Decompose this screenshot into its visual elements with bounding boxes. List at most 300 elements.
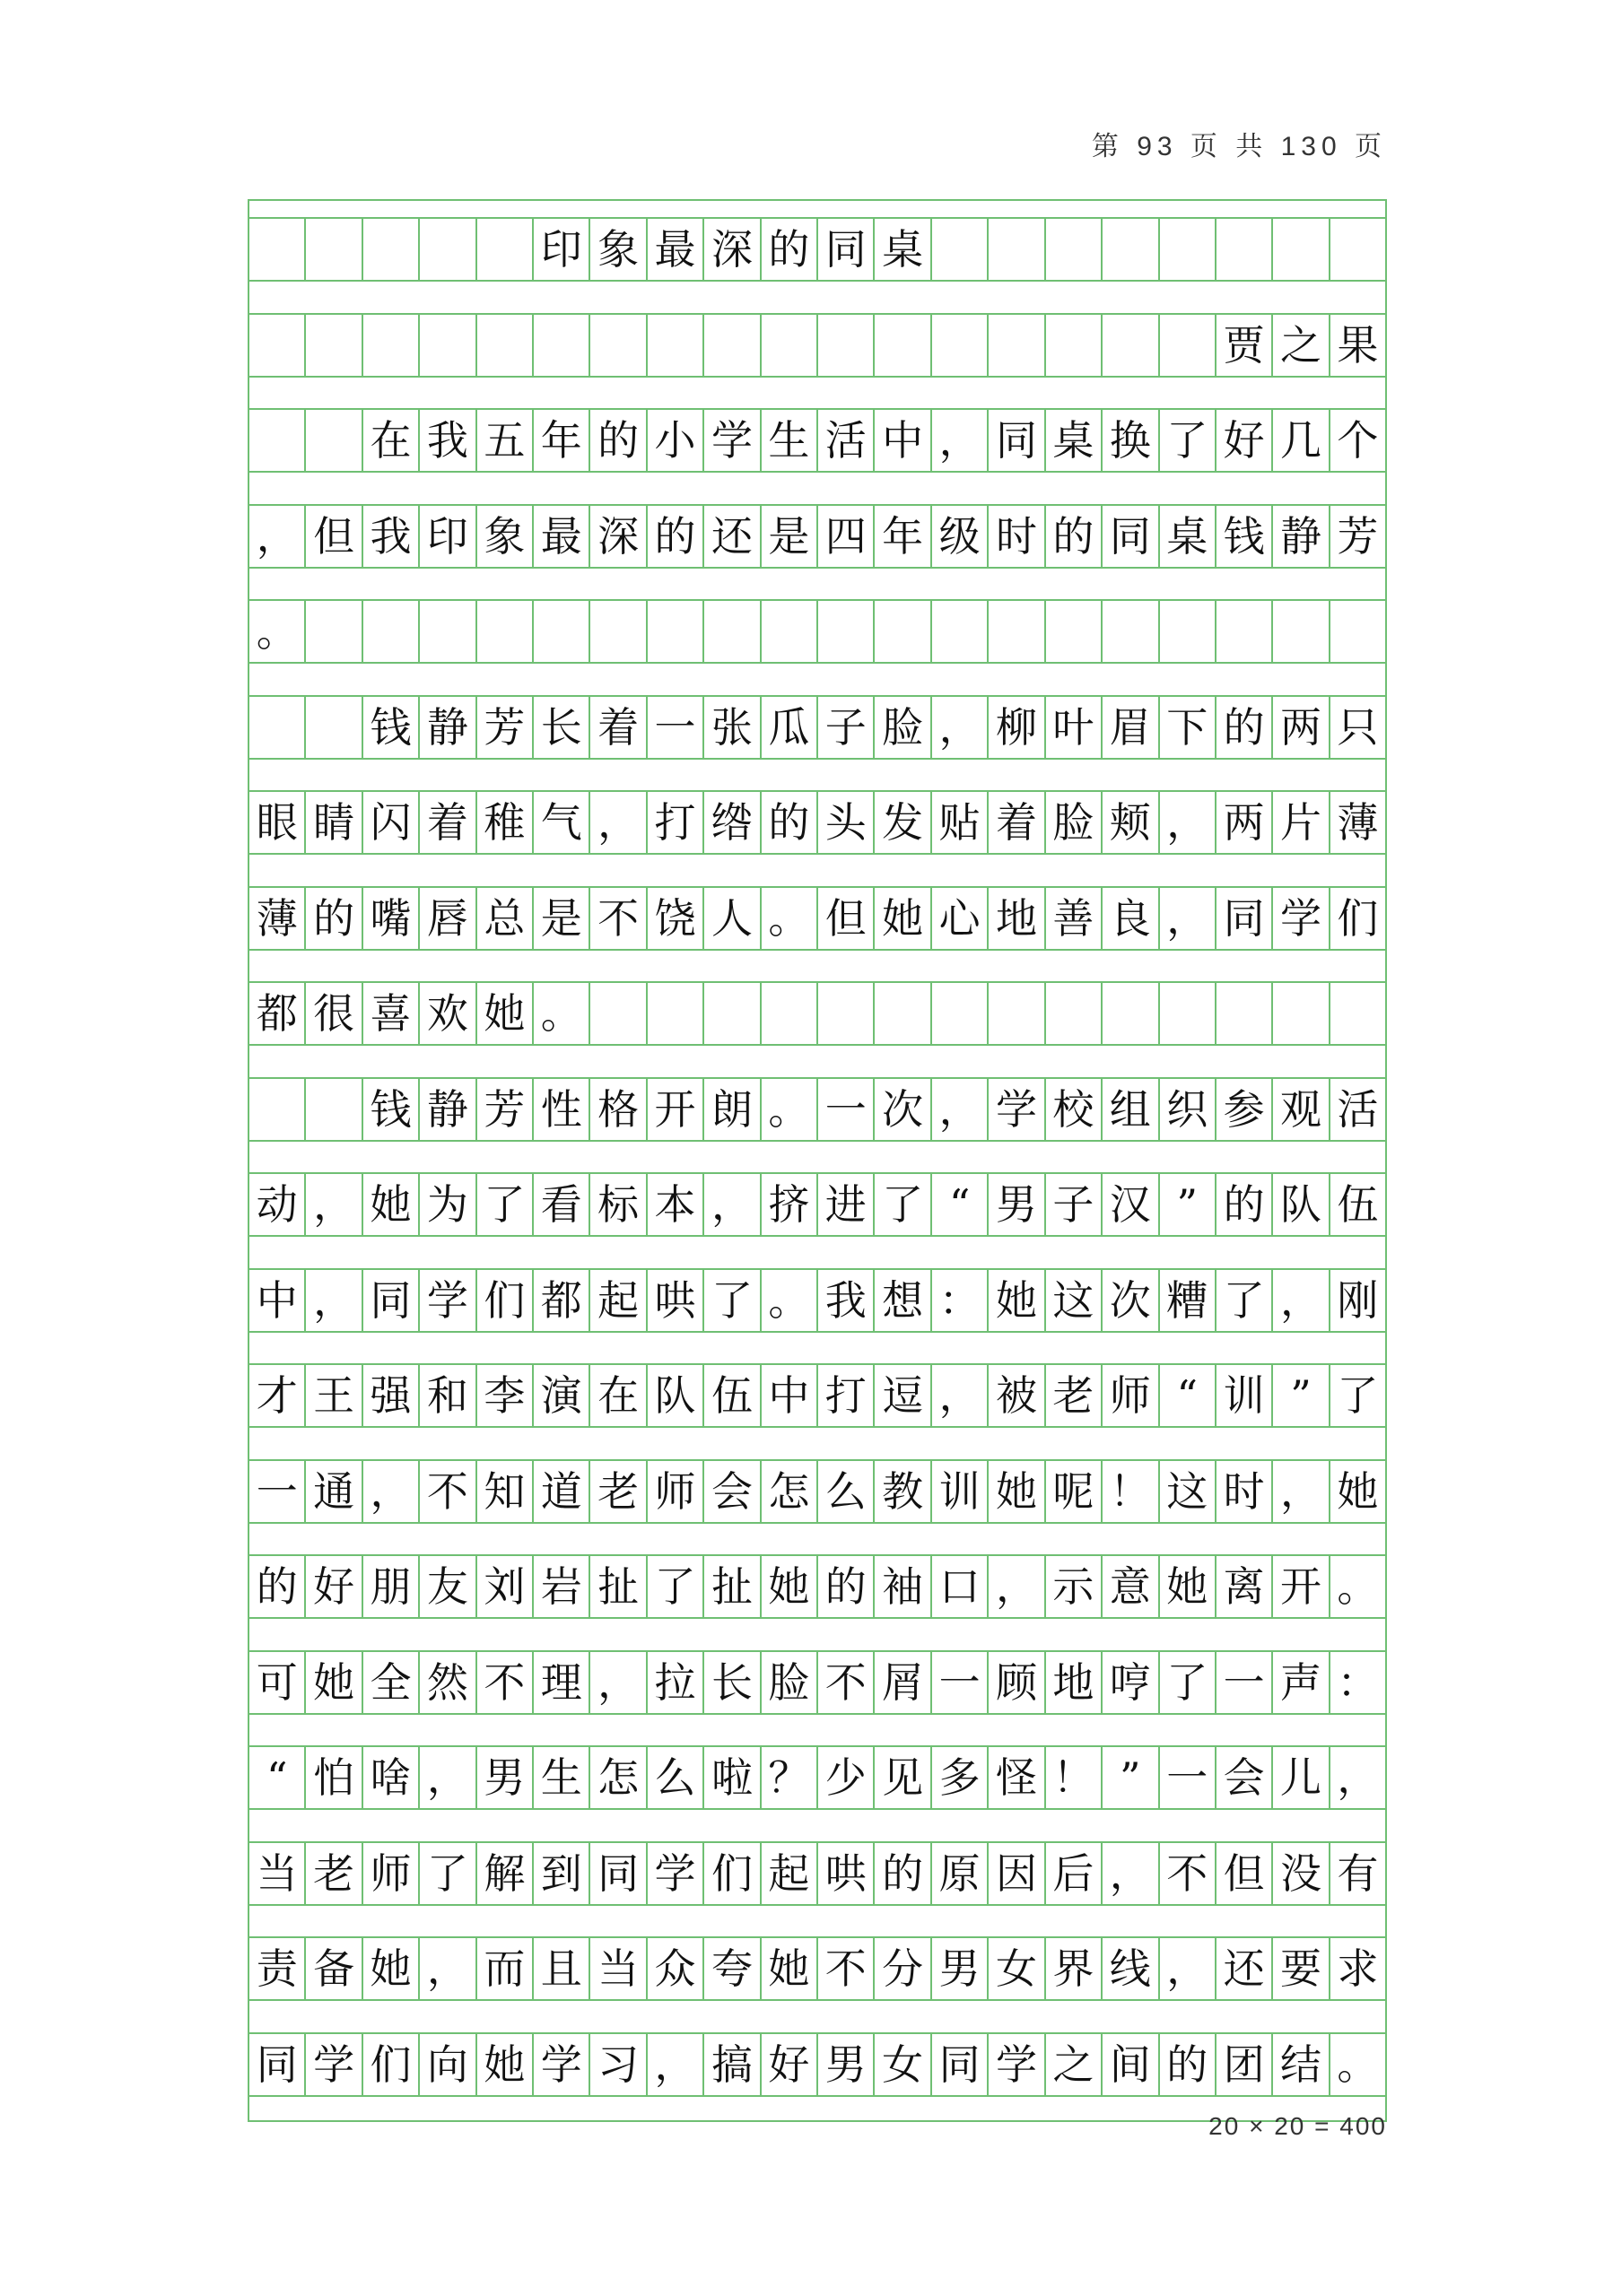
grid-row	[249, 1841, 1385, 1906]
grid-cell: 两	[1273, 697, 1330, 758]
grid-cell: 印	[420, 506, 476, 567]
grid-cell: ，	[590, 792, 647, 853]
grid-cell: 师	[363, 1843, 420, 1904]
grid-cell: 怎	[762, 1461, 818, 1522]
grid-cell	[306, 219, 362, 280]
grid-cell: ，	[932, 1365, 989, 1426]
grid-cell: 们	[363, 2034, 420, 2095]
grid-cell: 心	[932, 888, 989, 949]
grid-cell: 少	[818, 1747, 875, 1808]
grid-cell: 。	[762, 1270, 818, 1331]
grid-cell	[363, 315, 420, 376]
grid-cell: 总	[477, 888, 534, 949]
grid-cell: 之	[1273, 315, 1330, 376]
grid-cell: 贴	[932, 792, 989, 853]
grid-cell: 次	[875, 1079, 931, 1140]
grid-cell: 同	[932, 2034, 989, 2095]
grid-cell	[477, 219, 534, 280]
grid-row	[249, 313, 1385, 378]
grid-cell	[1216, 983, 1273, 1044]
grid-cell: 睛	[306, 792, 362, 853]
grid-cell	[704, 983, 761, 1044]
grid-cell: 打	[648, 792, 704, 853]
grid-cell: 脸	[875, 697, 931, 758]
grid-row	[249, 1554, 1385, 1619]
grid-cell: 善	[1046, 888, 1103, 949]
grid-cell	[1273, 219, 1330, 280]
grid-cell: 钱	[363, 697, 420, 758]
grid-cell: 子	[818, 697, 875, 758]
grid-cell: 的	[1046, 506, 1103, 567]
grid-cell: 了	[704, 1270, 761, 1331]
grid-cell: 同	[249, 2034, 306, 2095]
grid-cell: 袖	[875, 1556, 931, 1617]
grid-cell: 了	[1216, 1270, 1273, 1331]
grid-cell	[249, 315, 306, 376]
grid-cell: 众	[648, 1938, 704, 1999]
grid-cell: 会	[704, 1461, 761, 1522]
grid-cell: 都	[249, 983, 306, 1044]
grid-cell: 离	[1216, 1556, 1273, 1617]
grid-cell: 有	[1337, 1848, 1379, 1898]
grid-cell: 静	[1273, 506, 1330, 567]
grid-cell: 屑	[875, 1652, 931, 1713]
grid-cell: 在	[363, 410, 420, 471]
grid-cell: 瓜	[762, 697, 818, 758]
grid-cell: 都	[534, 1270, 590, 1331]
grid-cell: 芳	[477, 1079, 534, 1140]
grid-cell: 闪	[363, 792, 420, 853]
grid-cell: ，	[306, 1270, 362, 1331]
grid-cell: 颊	[1103, 792, 1159, 853]
grid-cell	[1103, 601, 1159, 662]
grid-cell: 儿	[1273, 1747, 1330, 1808]
grid-cell: 着	[420, 792, 476, 853]
grid-cell: 生	[534, 1747, 590, 1808]
grid-cell: 训	[1216, 1365, 1273, 1426]
grid-cell: 伍	[1337, 1180, 1379, 1229]
grid-cell	[363, 219, 420, 280]
grid-cell: 男	[989, 1174, 1045, 1235]
grid-cell: ，	[648, 2034, 704, 2095]
grid-cell: 性	[534, 1079, 590, 1140]
grid-cell: 糟	[1160, 1270, 1216, 1331]
grid-cell: 强	[363, 1365, 420, 1426]
grid-cell: 开	[1273, 1556, 1330, 1617]
grid-cell: ，	[704, 1174, 761, 1235]
grid-cell: 果	[1337, 320, 1379, 370]
grid-cell: 的	[590, 410, 647, 471]
grid-cell: 为	[420, 1174, 476, 1235]
grid-cell	[1160, 219, 1216, 280]
grid-cell: 人	[704, 888, 761, 949]
grid-cell: 间	[1103, 2034, 1159, 2095]
grid-cell: 啦	[704, 1747, 761, 1808]
grid-cell	[420, 601, 476, 662]
grid-cell: 标	[590, 1174, 647, 1235]
grid-cell: 中	[762, 1365, 818, 1426]
grid-cell: 怕	[306, 1747, 362, 1808]
grid-cell	[249, 697, 306, 758]
grid-cell	[704, 601, 761, 662]
grid-cell: 年	[875, 506, 931, 567]
grid-cell: 被	[989, 1365, 1045, 1426]
grid-cell: 子	[1046, 1174, 1103, 1235]
grid-cell	[590, 315, 647, 376]
grid-cell: ：	[1337, 1657, 1379, 1707]
grid-cell	[1216, 219, 1273, 280]
grid-cell: 了	[477, 1174, 534, 1235]
grid-cell: 师	[1103, 1365, 1159, 1426]
grid-cell: 备	[306, 1938, 362, 1999]
grid-cell: 向	[420, 2034, 476, 2095]
grid-row	[249, 2032, 1385, 2097]
grid-cell	[534, 315, 590, 376]
grid-cell: 了	[648, 1556, 704, 1617]
grid-cell: 校	[1046, 1079, 1103, 1140]
grid-cell	[932, 601, 989, 662]
grid-cell	[1046, 983, 1103, 1044]
grid-cell: 的	[818, 1556, 875, 1617]
grid-cell: 且	[534, 1938, 590, 1999]
grid-cell	[306, 697, 362, 758]
grid-cell: 是	[534, 888, 590, 949]
grid-cell	[762, 315, 818, 376]
grid-cell: ：	[932, 1270, 989, 1331]
grid-cell: 不	[477, 1652, 534, 1713]
grid-cell: 活	[818, 410, 875, 471]
grid-cell	[249, 1079, 306, 1140]
grid-cell: 但	[818, 888, 875, 949]
grid-cell: ，	[1103, 1843, 1159, 1904]
grid-cell: ？	[762, 1747, 818, 1808]
grid-cell: 叶	[1046, 697, 1103, 758]
grid-cell: 好	[1216, 410, 1273, 471]
grid-cell: 全	[363, 1652, 420, 1713]
grid-cell: 绺	[704, 792, 761, 853]
grid-cell: “	[249, 1747, 306, 1808]
grid-cell	[1103, 315, 1159, 376]
grid-cell: 老	[1046, 1365, 1103, 1426]
grid-cell	[1046, 219, 1103, 280]
grid-cell: 夸	[704, 1938, 761, 1999]
grid-cell: 生	[762, 410, 818, 471]
grid-cell: 动	[249, 1174, 306, 1235]
grid-cell	[1160, 601, 1216, 662]
grid-cell: 还	[1216, 1938, 1273, 1999]
grid-cell: 。	[249, 601, 306, 662]
grid-cell	[1046, 601, 1103, 662]
grid-cell: 还	[704, 506, 761, 567]
grid-cell: 男	[932, 1938, 989, 1999]
grid-cell: 观	[1273, 1079, 1330, 1140]
grid-cell: 但	[1216, 1843, 1273, 1904]
grid-cell: 同	[590, 1843, 647, 1904]
grid-cell: ，	[1273, 1461, 1330, 1522]
grid-cell: 喜	[363, 983, 420, 1044]
grid-cell: 朋	[363, 1556, 420, 1617]
grid-cell: 多	[932, 1747, 989, 1808]
grid-cell: 长	[704, 1652, 761, 1713]
grid-cell: 同	[363, 1270, 420, 1331]
grid-cell: 哄	[648, 1270, 704, 1331]
grid-row	[249, 599, 1385, 664]
grid-row	[249, 790, 1385, 855]
grid-cell: 顾	[989, 1652, 1045, 1713]
grid-cell	[648, 983, 704, 1044]
grid-cell: 长	[534, 697, 590, 758]
grid-cell: 线	[1103, 1938, 1159, 1999]
grid-cell	[1103, 983, 1159, 1044]
grid-cell: 她	[477, 983, 534, 1044]
grid-cell: 当	[590, 1938, 647, 1999]
grid-cell: 欢	[420, 983, 476, 1044]
grid-cell: 着	[989, 792, 1045, 853]
grid-cell: ，	[932, 410, 989, 471]
grid-cell: 之	[1046, 2034, 1103, 2095]
grid-cell: 么	[648, 1747, 704, 1808]
grid-cell: 学	[306, 2034, 362, 2095]
grid-cell: 汉	[1103, 1174, 1159, 1235]
grid-cell: 知	[477, 1461, 534, 1522]
grid-cell: 因	[989, 1843, 1045, 1904]
grid-cell	[648, 315, 704, 376]
grid-cell: 片	[1273, 792, 1330, 853]
grid-cell: “	[932, 1174, 989, 1235]
grid-cell	[1330, 601, 1385, 662]
grid-cell: 女	[989, 1938, 1045, 1999]
grid-cell: 和	[420, 1365, 476, 1426]
grid-cell: 是	[762, 506, 818, 567]
grid-cell: 怎	[590, 1747, 647, 1808]
grid-cell: 深	[590, 506, 647, 567]
grid-cell	[989, 983, 1045, 1044]
grid-cell: 桌	[875, 219, 931, 280]
grid-cell: 五	[477, 410, 534, 471]
grid-cell: 一	[1160, 1747, 1216, 1808]
grid-cell: 了	[1337, 1371, 1379, 1420]
grid-cell: 朗	[704, 1079, 761, 1140]
grid-cell	[818, 601, 875, 662]
grid-cell: 到	[534, 1843, 590, 1904]
grid-cell: 伍	[704, 1365, 761, 1426]
grid-row	[249, 408, 1385, 473]
grid-cell	[648, 601, 704, 662]
grid-cell: 但	[306, 506, 362, 567]
grid-cell: 学	[1273, 888, 1330, 949]
grid-cell: 头	[818, 792, 875, 853]
grid-cell: 最	[648, 219, 704, 280]
grid-cell: 脸	[762, 1652, 818, 1713]
grid-cell: 友	[420, 1556, 476, 1617]
grid-cell	[249, 219, 306, 280]
grid-cell	[1160, 315, 1216, 376]
grid-cell	[590, 601, 647, 662]
grid-cell	[1046, 315, 1103, 376]
grid-cell: 。	[1337, 1562, 1379, 1611]
grid-cell: ，	[1337, 1753, 1379, 1802]
grid-row	[249, 1459, 1385, 1524]
grid-cell: 想	[875, 1270, 931, 1331]
grid-cell: 钱	[363, 1079, 420, 1140]
grid-cell: 贾	[1216, 315, 1273, 376]
manuscript-grid-paper	[248, 199, 1387, 2122]
grid-cell: 通	[306, 1461, 362, 1522]
grid-cell: 眉	[1103, 697, 1159, 758]
grid-cell	[989, 601, 1045, 662]
grid-cell: 组	[1103, 1079, 1159, 1140]
grid-cell: 的	[1216, 1174, 1273, 1235]
grid-cell: 后	[1046, 1843, 1103, 1904]
grid-cell: 的	[762, 219, 818, 280]
grid-cell: 象	[477, 506, 534, 567]
grid-cell	[818, 983, 875, 1044]
grid-cell: 小	[648, 410, 704, 471]
grid-cell: 哼	[1103, 1652, 1159, 1713]
grid-cell: ，	[1160, 888, 1216, 949]
grid-cell: 在	[590, 1365, 647, 1426]
grid-cell: 团	[1216, 2034, 1273, 2095]
grid-cell: 一	[818, 1079, 875, 1140]
grid-cell	[932, 983, 989, 1044]
grid-cell: 的	[306, 888, 362, 949]
grid-cell	[932, 219, 989, 280]
grid-cell: 呢	[1046, 1461, 1103, 1522]
grid-cell: ！	[1103, 1461, 1159, 1522]
grid-cell: 脸	[1046, 792, 1103, 853]
grid-cell: ”	[1273, 1365, 1330, 1426]
grid-cell: 桌	[1160, 506, 1216, 567]
grid-cell: 的	[249, 1556, 306, 1617]
grid-cell: 道	[534, 1461, 590, 1522]
grid-cell: 芳	[1337, 511, 1379, 561]
grid-row	[249, 1650, 1385, 1715]
grid-cell	[989, 219, 1045, 280]
grid-cell: 同	[818, 219, 875, 280]
grid-cell: 学	[420, 1270, 476, 1331]
grid-cell	[477, 601, 534, 662]
grid-cell: 口	[932, 1556, 989, 1617]
grid-cell	[306, 410, 362, 471]
grid-cell: 一	[648, 697, 704, 758]
grid-cell: ，	[363, 1461, 420, 1522]
grid-cell: ，	[1160, 1938, 1216, 1999]
grid-cell: 她	[477, 2034, 534, 2095]
grid-cell: “	[1160, 1365, 1216, 1426]
grid-cell: 原	[932, 1843, 989, 1904]
grid-cell: 的	[1160, 2034, 1216, 2095]
grid-cell: 女	[875, 2034, 931, 2095]
grid-cell: ”	[1160, 1174, 1216, 1235]
grid-cell: 么	[818, 1461, 875, 1522]
grid-cell: 唇	[420, 888, 476, 949]
grid-cell	[249, 410, 306, 471]
grid-cell: 地	[1046, 1652, 1103, 1713]
grid-cell: 会	[1216, 1747, 1273, 1808]
grid-cell: 个	[1337, 416, 1379, 465]
grid-cell: 队	[648, 1365, 704, 1426]
grid-cell: 她	[1337, 1466, 1379, 1516]
grid-cell: 印	[534, 219, 590, 280]
grid-cell	[363, 601, 420, 662]
grid-cell: 发	[875, 792, 931, 853]
grid-cell	[1160, 983, 1216, 1044]
grid-cell: 们	[477, 1270, 534, 1331]
grid-cell: 才	[249, 1365, 306, 1426]
grid-cell: 解	[477, 1843, 534, 1904]
grid-cell: 李	[477, 1365, 534, 1426]
grid-row	[249, 1363, 1385, 1428]
grid-cell: 学	[648, 1843, 704, 1904]
grid-cell: 结	[1273, 2034, 1330, 2095]
grid-cell	[875, 601, 931, 662]
grid-cell	[932, 315, 989, 376]
grid-cell: 她	[1160, 1556, 1216, 1617]
grid-cell: 哄	[818, 1843, 875, 1904]
grid-row	[249, 1936, 1385, 2001]
grid-cell: 的	[875, 1843, 931, 1904]
grid-cell: 啥	[363, 1747, 420, 1808]
grid-cell: 我	[363, 506, 420, 567]
grid-cell	[762, 983, 818, 1044]
grid-cell: 一	[249, 1461, 306, 1522]
grid-cell: 织	[1160, 1079, 1216, 1140]
grid-cell: 不	[818, 1652, 875, 1713]
grid-cell: 好	[762, 2034, 818, 2095]
grid-cell: 。	[762, 1079, 818, 1140]
grid-cell	[306, 601, 362, 662]
grid-cell: 队	[1273, 1174, 1330, 1235]
grid-cell: 嘴	[363, 888, 420, 949]
grid-cell: 扯	[704, 1556, 761, 1617]
grid-cell: ，	[249, 506, 306, 567]
grid-cell: 拉	[648, 1652, 704, 1713]
grid-cell: 们	[1337, 893, 1379, 943]
grid-cell	[420, 219, 476, 280]
grid-cell: 老	[306, 1843, 362, 1904]
grid-cell: 最	[534, 506, 590, 567]
grid-cell: 怪	[989, 1747, 1045, 1808]
grid-row	[249, 695, 1385, 760]
grid-cell: 习	[590, 2034, 647, 2095]
grid-cell	[306, 1079, 362, 1140]
grid-cell: 很	[306, 983, 362, 1044]
grid-cell: 桌	[1046, 410, 1103, 471]
grid-cell: 芳	[477, 697, 534, 758]
grid-cell	[306, 315, 362, 376]
grid-row	[249, 981, 1385, 1046]
grid-cell: 的	[762, 792, 818, 853]
grid-cell	[704, 315, 761, 376]
grid-cell: 深	[704, 219, 761, 280]
grid-cell	[818, 315, 875, 376]
grid-cell: ”	[1103, 1747, 1159, 1808]
grid-cell: 训	[932, 1461, 989, 1522]
grid-cell	[762, 601, 818, 662]
page-number-header: 第 93 页 共 130 页	[1091, 132, 1387, 161]
grid-cell: 时	[989, 506, 1045, 567]
grid-cell: 中	[249, 1270, 306, 1331]
grid-cell: 求	[1337, 1944, 1379, 1993]
grid-cell: 这	[1160, 1461, 1216, 1522]
grid-cell: 不	[420, 1461, 476, 1522]
grid-cell: ，	[932, 697, 989, 758]
grid-cell: 好	[306, 1556, 362, 1617]
grid-cell: 她	[363, 1174, 420, 1235]
grid-cell: 静	[420, 1079, 476, 1140]
grid-cell: 然	[420, 1652, 476, 1713]
grid-cell: 年	[534, 410, 590, 471]
